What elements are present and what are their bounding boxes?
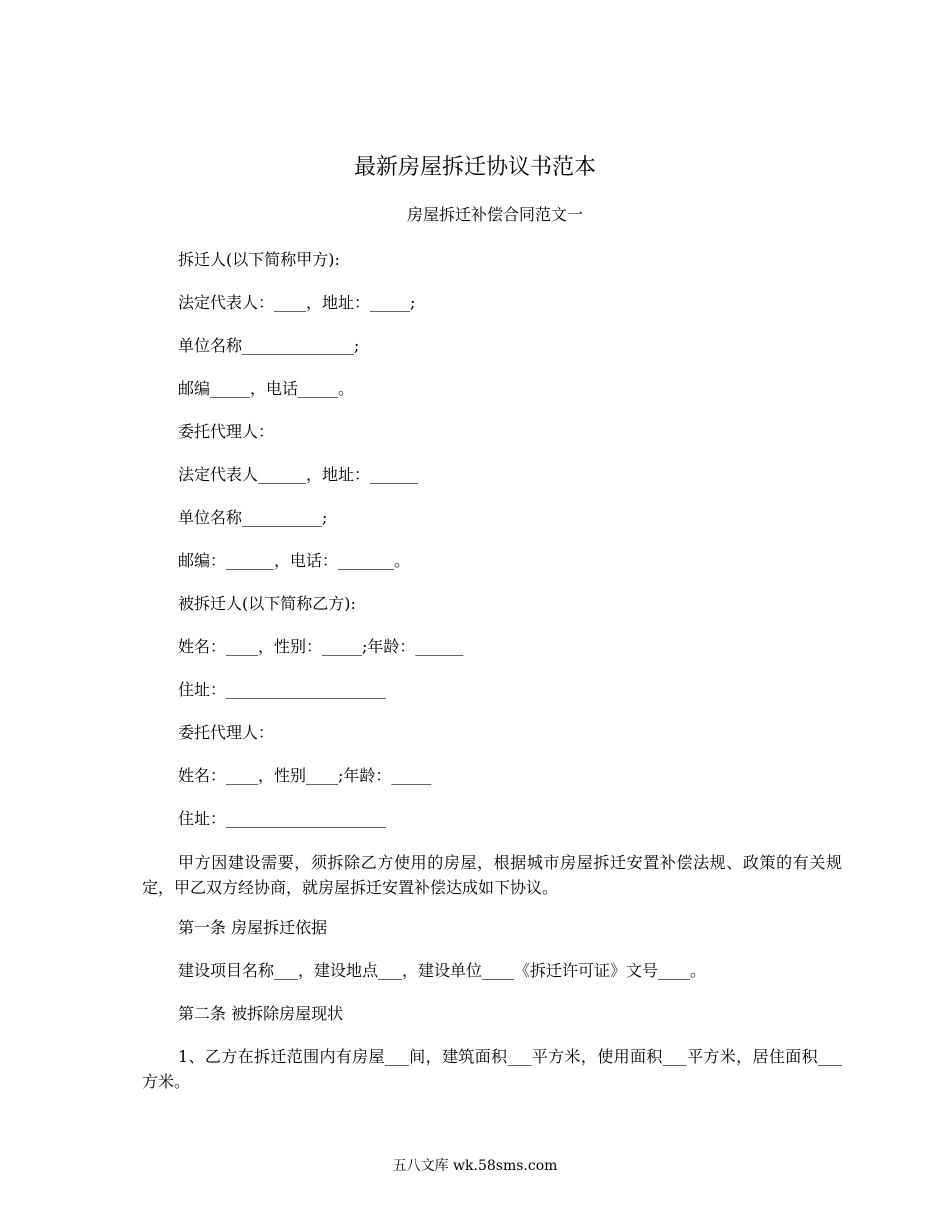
party-a-agent-heading: 委托代理人： (178, 422, 275, 441)
party-a-legal-rep-line: 法定代表人：____，地址：_____; (178, 293, 416, 312)
article-2-item-1: 1、乙方在拆迁范围内有房屋___间，建筑面积___平方米，使用面积___平方米，居住面积___方米。 (142, 1047, 842, 1091)
footer-watermark-text: 五八文库 wk.58sms.com (392, 1158, 558, 1174)
article-1-heading: 第一条 房屋拆迁依据 (178, 918, 328, 937)
party-b-heading: 被拆迁人(以下简称乙方): (178, 594, 356, 613)
party-b-agent-address-line: 住址：____________________ (178, 809, 387, 828)
article-1-body: 建设项目名称___，建设地点___，建设单位____《拆迁许可证》文号____。 (178, 961, 707, 980)
party-a-postcode-phone-line: 邮编_____，电话_____。 (178, 379, 355, 398)
party-b-address-line: 住址：____________________ (178, 680, 387, 699)
intro-paragraph: 甲方因建设需要，须拆除乙方使用的房屋，根据城市房屋拆迁安置补偿法规、政策的有关规定，甲乙双方经协商，就房屋拆迁安置补偿达成如下协议。 (142, 853, 842, 897)
party-a-agent-legal-rep-line: 法定代表人______，地址：______ (178, 465, 419, 484)
document-title: 最新房屋拆迁协议书范本 (353, 155, 596, 180)
party-b-agent-heading: 委托代理人： (178, 723, 275, 742)
party-a-unit-name-line: 单位名称______________; (178, 336, 360, 355)
document-subtitle: 房屋拆迁补偿合同范文一 (406, 205, 583, 224)
party-b-name-gender-age-line: 姓名：____，性别：_____;年龄：______ (178, 637, 464, 656)
party-a-agent-postcode-phone-line: 邮编：______，电话：_______。 (178, 551, 411, 570)
party-b-agent-name-gender-age-line: 姓名：____，性别____;年龄：_____ (178, 766, 432, 785)
article-2-heading: 第二条 被拆除房屋现状 (178, 1004, 344, 1023)
party-a-heading: 拆迁人(以下简称甲方): (178, 250, 340, 269)
party-a-agent-unit-name-line: 单位名称__________; (178, 508, 328, 527)
